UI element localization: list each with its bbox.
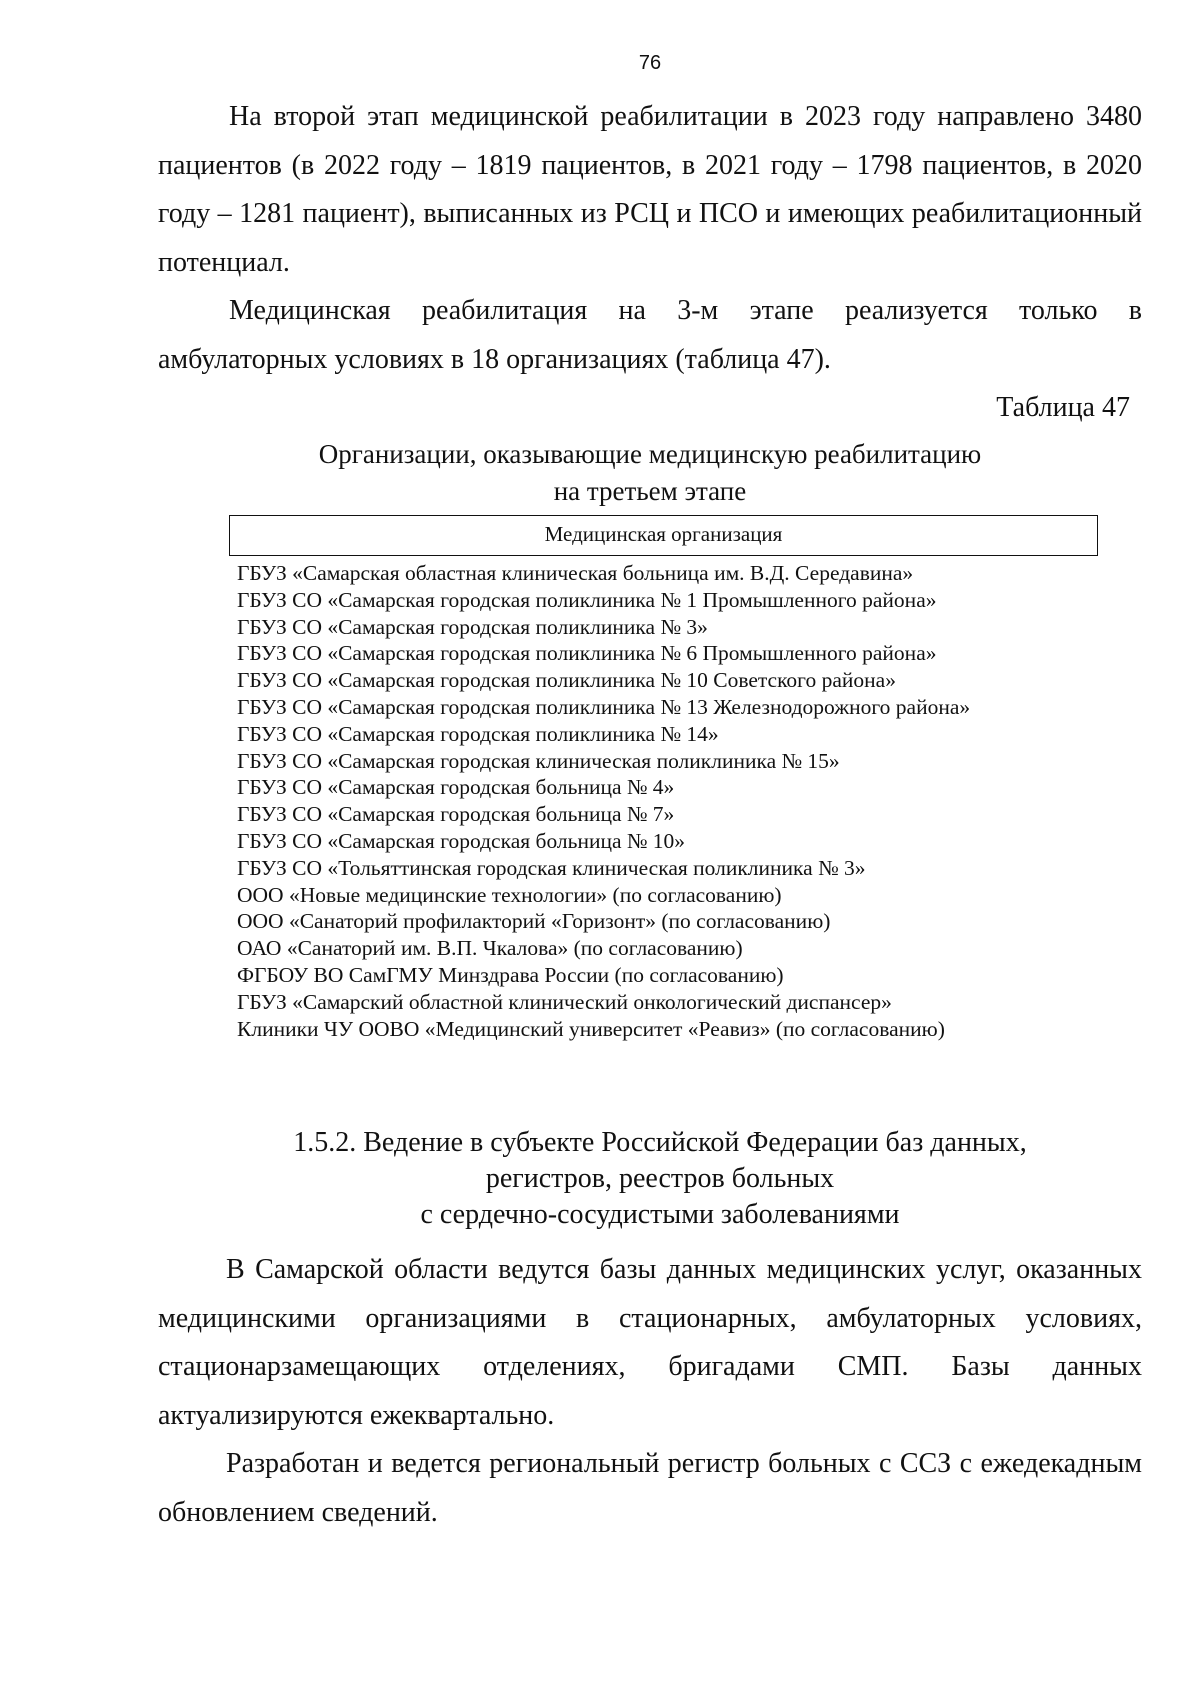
- table-caption: [230, 436, 1070, 510]
- section-paragraph-databases: В Самарской области ведутся базы данных медицинских услуг, оказанных медицинскими организациями в стационарных, амбулаторных условиях, стационарзамещающих отделениях, бригадами СМП. Базы данных актуализируются ежеквартально.: [158, 1254, 1142, 1431]
- organization-row: ООО «Санаторий профилакторий «Горизонт» (по согласованию): [237, 909, 831, 934]
- section-heading-line-1: 1.5.2. Ведение в субъекте Российской Федерации баз данных,: [293, 1127, 1027, 1158]
- organization-row: ГБУЗ СО «Самарская городская больница № 7»: [237, 802, 675, 827]
- organization-row: ГБУЗ СО «Самарская городская поликлиника № 6 Промышленного района»: [237, 641, 937, 666]
- organization-row: ГБУЗ СО «Самарская городская клиническая поликлиника № 15»: [237, 748, 840, 773]
- organization-row: ООО «Новые медицинские технологии» (по согласованию): [237, 882, 782, 907]
- organization-row: ГБУЗ СО «Самарская городская поликлиника № 3»: [237, 614, 708, 639]
- intro-paragraph-stage-two: На второй этап медицинской реабилитации в 2023 году направлено 3480 пациентов (в 2022 году – 1819 пациентов, в 2021 году – 1798 пациентов, в 2020 году – 1281 пациент), выписанных из РСЦ и ПСО и имеющих реабилитационный потенциал.: [158, 101, 1142, 278]
- section-heading-line-3: с сердечно-сосудистыми заболеваниями: [420, 1199, 900, 1230]
- organization-row: ГБУЗ СО «Самарская городская больница № 4»: [237, 775, 675, 800]
- section-heading-line-2: регистров, реестров больных: [485, 1163, 835, 1194]
- organization-row: ФГБОУ ВО СамГМУ Минздрава России (по согласованию): [237, 962, 784, 987]
- organization-row: ГБУЗ «Самарская областная клиническая больница им. В.Д. Середавина»: [237, 561, 914, 585]
- section-heading: [230, 1125, 1090, 1233]
- organization-row: ГБУЗ СО «Тольяттинская городская клиническая поликлиника № 3»: [237, 855, 866, 880]
- organization-row: ГБУЗ «Самарский областной клинический онкологический диспансер»: [237, 989, 892, 1014]
- table-number-label: Таблица 47: [996, 392, 1130, 423]
- page-number: 76: [638, 52, 662, 74]
- organization-row: Клиники ЧУ ООВО «Медицинский университет «Реавиз» (по согласованию): [237, 1016, 945, 1041]
- table-caption-line-1: Организации, оказывающие медицинскую реабилитацию: [318, 439, 982, 469]
- intro-paragraph-stage-three: Медицинская реабилитация на 3-м этапе реализуется только в амбулаторных условиях в 18 организациях (таблица 47).: [158, 295, 1142, 375]
- organization-row: ОАО «Санаторий им. В.П. Чкалова» (по согласованию): [237, 936, 743, 961]
- organization-row: ГБУЗ СО «Самарская городская больница № 10»: [237, 828, 686, 853]
- organization-row: ГБУЗ СО «Самарская городская поликлиника № 1 Промышленного района»: [237, 587, 937, 612]
- organization-row: ГБУЗ СО «Самарская городская поликлиника № 13 Железнодорожного района»: [237, 694, 971, 719]
- section-paragraph-registry: Разработан и ведется региональный регистр больных с ССЗ с ежедекадным обновлением сведений.: [158, 1448, 1142, 1528]
- organization-row: ГБУЗ СО «Самарская городская поликлиника № 14»: [237, 721, 719, 746]
- organization-list: [237, 560, 1137, 1042]
- table-caption-line-2: на третьем этапе: [553, 476, 747, 506]
- table-column-header: Медицинская организация: [229, 515, 1098, 556]
- organization-row: ГБУЗ СО «Самарская городская поликлиника № 10 Советского района»: [237, 668, 896, 693]
